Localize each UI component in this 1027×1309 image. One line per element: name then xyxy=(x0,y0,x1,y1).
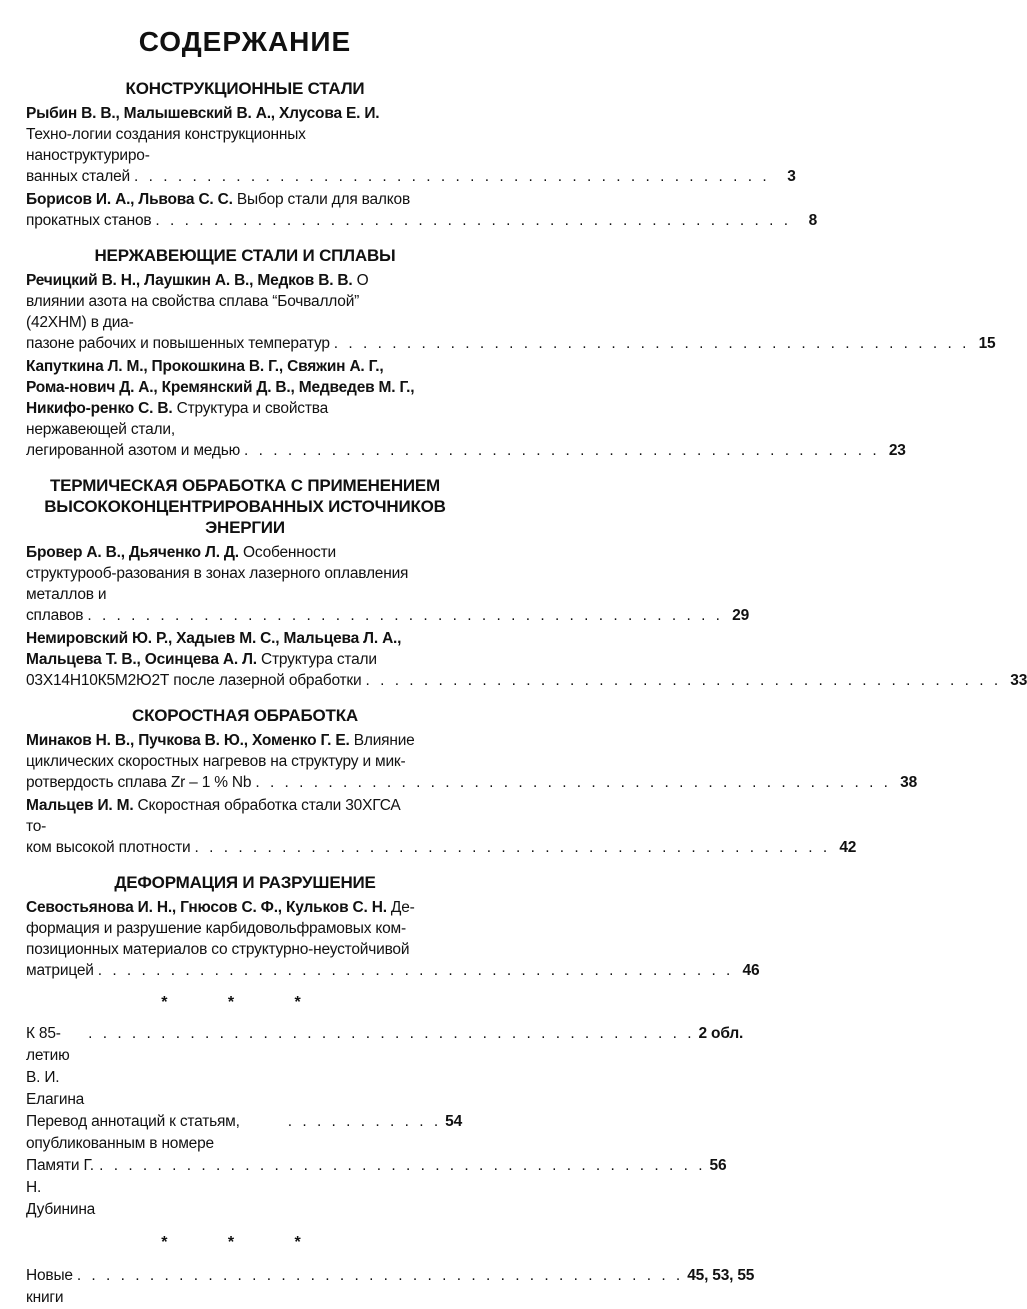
misc-entry-page: 56 xyxy=(709,1157,727,1174)
leader-dots: . . . . . . . . . . . . . . . . . . . . . . . . . . . . . . . . . . . . . . . . . . . . xyxy=(333,335,970,352)
entry-title: Выбор стали для валков xyxy=(232,191,410,208)
section-heading-rapid-processing: СКОРОСТНАЯ ОБРАБОТКА xyxy=(132,706,358,725)
leader-dots: . . . . . . . . . . . xyxy=(287,1113,442,1130)
toc-entry[interactable] xyxy=(26,270,996,354)
entry-authors: Минаков Н. В., Пучкова В. Ю., Хоменко Г. Е. xyxy=(26,732,350,749)
entry-title-end: прокатных станов xyxy=(26,212,152,229)
misc-entry[interactable] xyxy=(26,1023,744,1111)
entry-title-end: легированной азотом и медью xyxy=(26,442,241,459)
leader-dots: . . . . . . . . . . . . . . . . . . . . . . . . . . . . . . . . . . . . . . . . . . xyxy=(99,1157,706,1174)
entry-title-end: 03Х14Н10К5М2Ю2Т после лазерной обработки xyxy=(26,672,362,689)
entry-authors: Речицкий В. Н., Лаушкин А. В., Медков В. В. xyxy=(26,272,353,289)
entry-title: Влияние циклических скоростных нагревов на структуру и мик- xyxy=(26,732,415,770)
section-heading-deformation: ДЕФОРМАЦИЯ И РАЗРУШЕНИЕ xyxy=(114,873,376,892)
misc-entry-title: Перевод аннотаций к статьям, опубликованным в номере xyxy=(26,1113,240,1152)
entry-title-end: пазоне рабочих и повышенных температур xyxy=(26,335,330,352)
entry-title-end: ком высокой плотности xyxy=(26,839,191,856)
entry-title: Структура и свойства нержавеющей стали, xyxy=(26,400,329,438)
entry-page-number: 42 xyxy=(839,839,857,856)
page-title: СОДЕРЖАНИЕ xyxy=(138,26,352,57)
entry-authors: Немировский Ю. Р., Хадыев М. С., Мальцева Л. А., Мальцева Т. В., Осинцева А. Л. xyxy=(26,630,402,668)
separator-stars: * * * xyxy=(161,1234,329,1251)
entry-authors: Мальцев И. М. xyxy=(26,797,134,814)
books-entry[interactable] xyxy=(26,1265,755,1309)
entry-title-end: ротвердость сплава Zr – 1 % Nb xyxy=(26,774,252,791)
entry-authors: Рыбин В. В., Малышевский В. А., Хлусова Е. И. xyxy=(26,105,380,122)
toc-entry[interactable] xyxy=(26,103,796,187)
misc-entry[interactable] xyxy=(26,1155,727,1221)
misc-entry-title: Памяти Г. Н. Дубинина xyxy=(26,1157,96,1218)
misc-entry[interactable] xyxy=(26,1111,462,1155)
section-heading-heat-treatment: ТЕРМИЧЕСКАЯ ОБРАБОТКА С ПРИМЕНЕНИЕМ ВЫСОКОКОНЦЕНТРИРОВАННЫХ ИСТОЧНИКОВ ЭНЕРГИИ xyxy=(44,476,446,537)
toc-entry[interactable] xyxy=(26,897,760,981)
leader-dots: . . . . . . . . . . . . . . . . . . . . . . . . . . . . . . . . . . . . . . . . . . . . xyxy=(194,839,831,856)
entry-title: Структура стали xyxy=(256,651,377,668)
entry-title-end: матрицей xyxy=(26,962,94,979)
leader-dots: . . . . . . . . . . . . . . . . . . . . . . . . . . . . . . . . . . . . . . . . . . . . xyxy=(134,168,770,185)
entry-page-number: 15 xyxy=(978,335,996,352)
misc-entry-page: 2 обл. xyxy=(698,1025,744,1042)
separator-stars: * * * xyxy=(161,994,329,1011)
toc-entry[interactable] xyxy=(26,542,749,626)
entry-authors: Севостьянова И. Н., Гнюсов С. Ф., Кульков С. Н. xyxy=(26,899,387,916)
leader-dots: . . . . . . . . . . . . . . . . . . . . . . . . . . . . . . . . . . . . . . . . . . . . xyxy=(365,672,1002,689)
leader-dots: . . . . . . . . . . . . . . . . . . . . . . . . . . . . . . . . . . . . . . . . . . xyxy=(88,1025,695,1042)
leader-dots: . . . . . . . . . . . . . . . . . . . . . . . . . . . . . . . . . . . . . . . . . . xyxy=(76,1267,684,1284)
entry-title: Скоростная обработка стали 30ХГСА то- xyxy=(26,797,401,835)
entry-page-number: 8 xyxy=(808,212,818,229)
entry-title: Техно-логии создания конструкционных наноструктуриро- xyxy=(26,126,306,164)
entry-authors: Капуткина Л. М., Прокошкина В. Г., Свяжин А. Г., Рома-нович Д. А., Кремянский Д. В., Медведев М. Г., Никифо-ренко С. В. xyxy=(26,358,415,417)
entry-title-end: ванных сталей xyxy=(26,168,131,185)
leader-dots: . . . . . . . . . . . . . . . . . . . . . . . . . . . . . . . . . . . . . . . . . . . . xyxy=(155,212,792,229)
leader-dots: . . . . . . . . . . . . . . . . . . . . . . . . . . . . . . . . . . . . . . . . . . . . xyxy=(97,962,734,979)
entry-page-number: 23 xyxy=(888,442,906,459)
toc-entry[interactable] xyxy=(26,730,917,793)
entry-page-number: 46 xyxy=(742,962,760,979)
books-entry-title: Новые книги xyxy=(26,1267,73,1306)
entry-title: Де-формация и разрушение карбидовольфрамовых ком-позиционных материалов со структурно-неустойчивой xyxy=(26,899,415,958)
books-entry-pages: 45, 53, 55 xyxy=(687,1267,755,1284)
toc-entry[interactable] xyxy=(26,189,818,231)
section-heading-construction-steels: КОНСТРУКЦИОННЫЕ СТАЛИ xyxy=(125,79,365,98)
toc-entry[interactable] xyxy=(26,795,857,858)
toc-entry[interactable] xyxy=(26,356,906,461)
leader-dots: . . . . . . . . . . . . . . . . . . . . . . . . . . . . . . . . . . . . . . . . . . . . xyxy=(87,607,723,624)
leader-dots: . . . . . . . . . . . . . . . . . . . . . . . . . . . . . . . . . . . . . . . . . . . . xyxy=(244,442,880,459)
misc-entry-title: К 85-летию В. И. Елагина xyxy=(26,1025,85,1108)
misc-entry-page: 54 xyxy=(445,1113,462,1130)
section-heading-stainless-steels: НЕРЖАВЕЮЩИЕ СТАЛИ И СПЛАВЫ xyxy=(94,246,396,265)
entry-authors: Борисов И. А., Львова С. С. xyxy=(26,191,233,208)
entry-title: О влиянии азота на свойства сплава “Бочваллой” (42ХНМ) в диа- xyxy=(26,272,369,331)
leader-dots: . . . . . . . . . . . . . . . . . . . . . . . . . . . . . . . . . . . . . . . . . . . . xyxy=(255,774,891,791)
entry-page-number: 29 xyxy=(732,607,749,624)
entry-title-end: сплавов xyxy=(26,607,84,624)
toc-entry[interactable] xyxy=(26,628,1027,691)
entry-title: Особенности структурооб-разования в зонах лазерного оплавления металлов и xyxy=(26,544,409,603)
entry-page-number: 33 xyxy=(1010,672,1027,689)
entry-authors: Бровер А. В., Дьяченко Л. Д. xyxy=(26,544,239,561)
entry-page-number: 38 xyxy=(900,774,917,791)
entry-page-number: 3 xyxy=(787,168,796,185)
